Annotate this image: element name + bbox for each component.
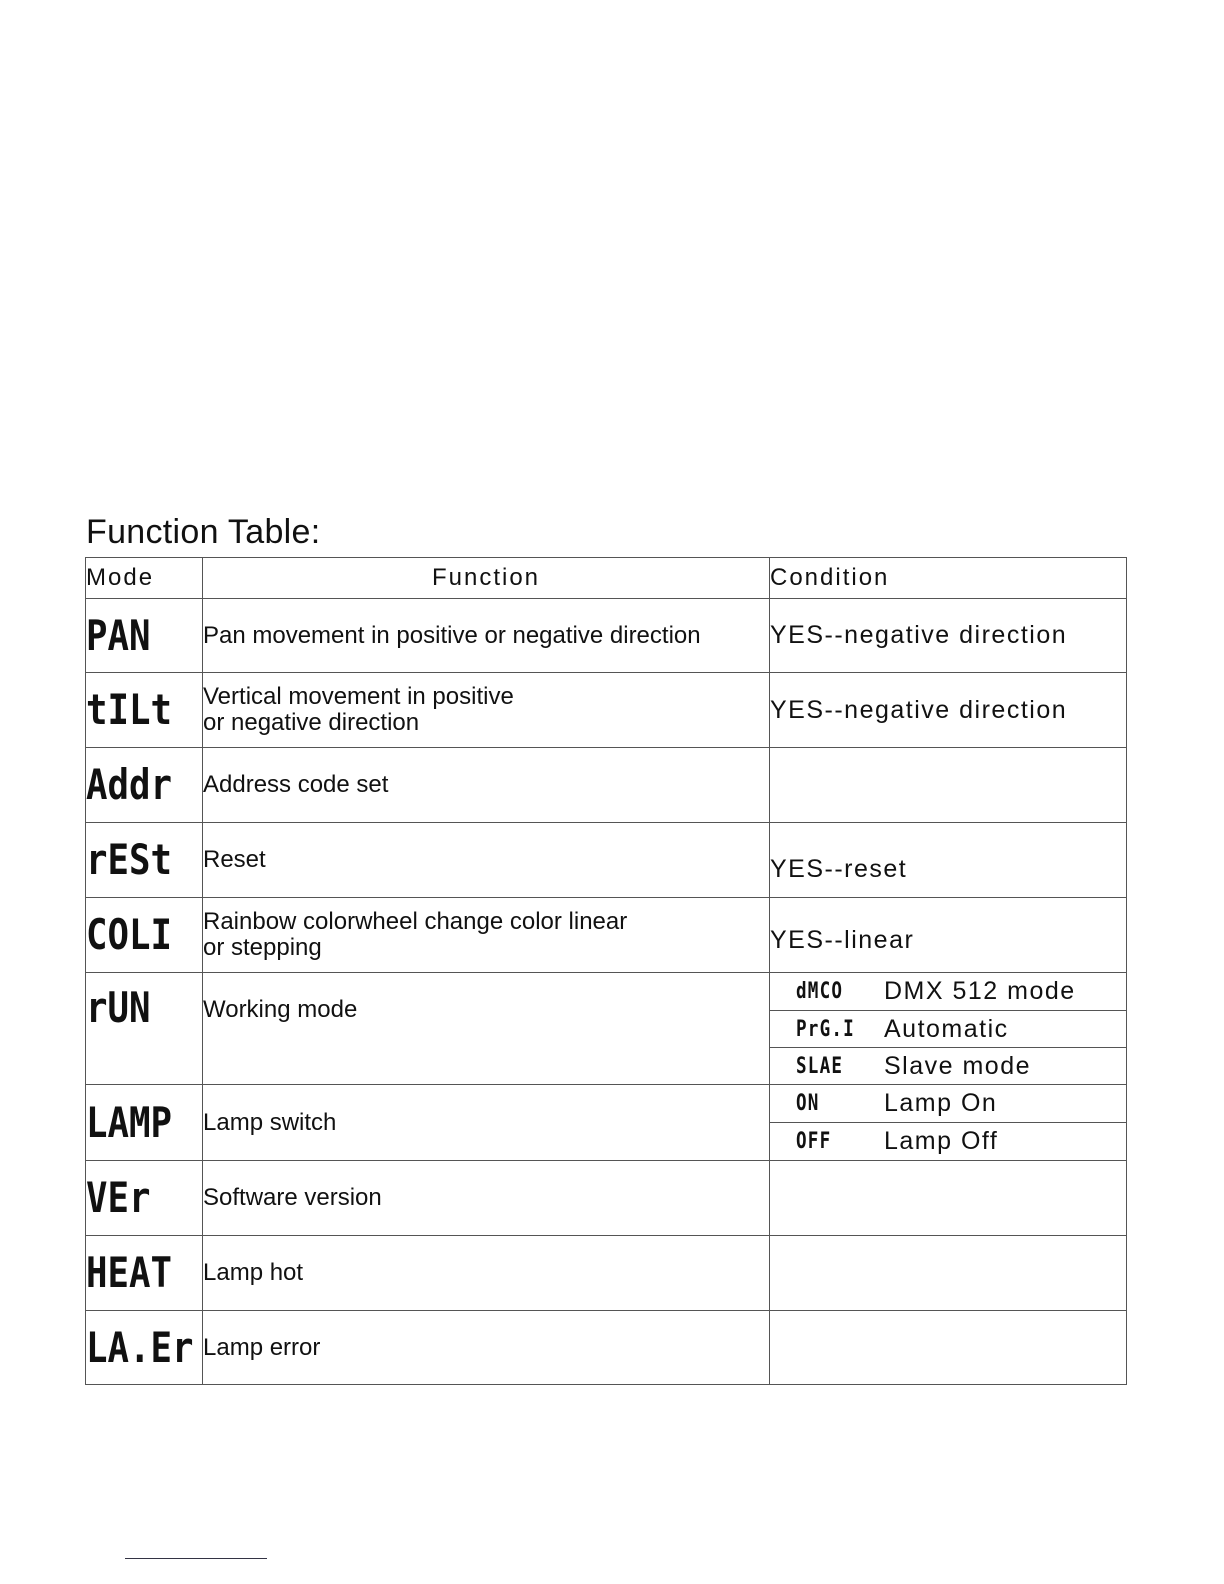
function-text: Software version bbox=[203, 1161, 770, 1236]
function-table bbox=[85, 557, 1127, 1385]
mode-code: LA.Er bbox=[86, 1322, 194, 1372]
option-label: DMX 512 mode bbox=[884, 977, 1076, 1005]
function-line: Vertical movement in positive bbox=[203, 683, 514, 710]
function-text bbox=[203, 898, 770, 973]
function-text: Lamp switch bbox=[203, 1085, 770, 1161]
option-code: dMCO bbox=[796, 979, 844, 1004]
option-row bbox=[770, 1011, 1126, 1048]
table-row bbox=[86, 1236, 1127, 1311]
option-code: ON bbox=[796, 1091, 820, 1116]
function-text: Reset bbox=[203, 823, 770, 898]
condition-options bbox=[770, 973, 1127, 1085]
condition-text bbox=[770, 1236, 1127, 1311]
table-row bbox=[86, 973, 1127, 1085]
condition-text bbox=[770, 1311, 1127, 1385]
table-row bbox=[86, 599, 1127, 673]
function-text bbox=[203, 673, 770, 748]
mode-code: rESt bbox=[86, 835, 172, 884]
mode-code: HEAT bbox=[86, 1248, 172, 1297]
mode-code: VEr bbox=[86, 1173, 151, 1222]
function-text: Lamp hot bbox=[203, 1236, 770, 1311]
table-row bbox=[86, 748, 1127, 823]
condition-options bbox=[770, 1085, 1127, 1161]
mode-code: PAN bbox=[86, 610, 151, 660]
header-condition: Condition bbox=[770, 558, 1127, 599]
header-mode: Mode bbox=[86, 558, 203, 599]
option-row bbox=[770, 1048, 1126, 1084]
option-label: Lamp Off bbox=[884, 1127, 999, 1155]
function-line: or stepping bbox=[203, 934, 322, 961]
function-text: Address code set bbox=[203, 748, 770, 823]
condition-text bbox=[770, 1161, 1127, 1236]
mode-code: Addr bbox=[86, 760, 172, 809]
function-line: Rainbow colorwheel change color linear bbox=[203, 908, 628, 935]
table-header-row bbox=[86, 558, 1127, 599]
table-row bbox=[86, 823, 1127, 898]
option-code: SLAE bbox=[796, 1053, 844, 1079]
option-code: PrG.I bbox=[796, 1016, 855, 1042]
option-row bbox=[770, 973, 1126, 1011]
function-text: Working mode bbox=[203, 973, 770, 1085]
condition-text: YES--linear bbox=[770, 898, 1127, 973]
condition-text: YES--negative direction bbox=[770, 673, 1127, 748]
condition-text bbox=[770, 748, 1127, 823]
option-row bbox=[770, 1123, 1126, 1160]
option-label: Lamp On bbox=[884, 1089, 998, 1117]
function-text: Pan movement in positive or negative direction bbox=[203, 599, 770, 673]
condition-text: YES--negative direction bbox=[770, 599, 1127, 673]
option-label: Automatic bbox=[884, 1014, 1009, 1043]
page-title: Function Table: bbox=[86, 513, 321, 551]
table-row bbox=[86, 1085, 1127, 1161]
mode-code: COLI bbox=[86, 910, 172, 959]
function-line: or negative direction bbox=[203, 709, 420, 736]
table-row bbox=[86, 673, 1127, 748]
table-row bbox=[86, 1311, 1127, 1385]
option-label: Slave mode bbox=[884, 1051, 1032, 1080]
mode-code: LAMP bbox=[86, 1097, 172, 1147]
footer-divider bbox=[125, 1558, 267, 1559]
header-function: Function bbox=[203, 558, 770, 599]
option-row bbox=[770, 1085, 1126, 1123]
condition-text: YES--reset bbox=[770, 823, 1127, 898]
option-code: OFF bbox=[796, 1129, 832, 1154]
function-text: Lamp error bbox=[203, 1311, 770, 1385]
table-row bbox=[86, 898, 1127, 973]
mode-code: rUN bbox=[86, 983, 151, 1032]
table-row bbox=[86, 1161, 1127, 1236]
mode-code: tILt bbox=[86, 685, 172, 734]
